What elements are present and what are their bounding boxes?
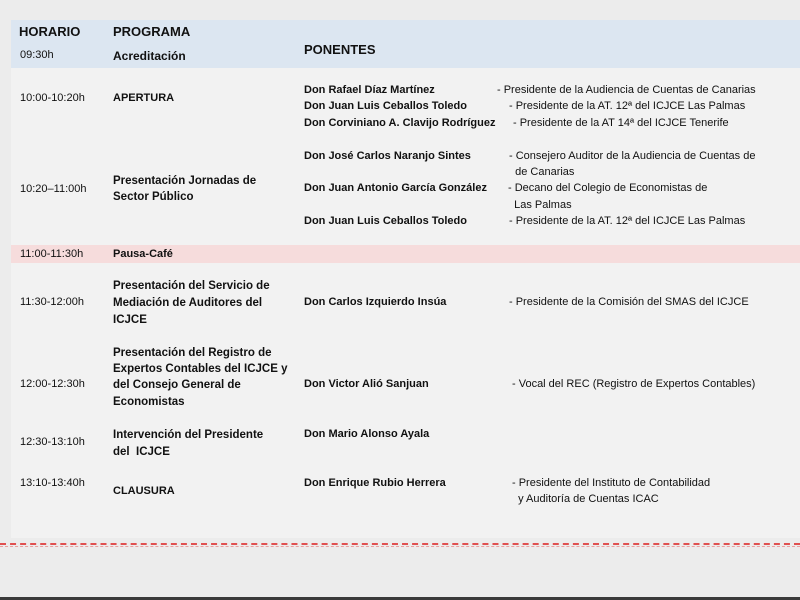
- speaker-role: y Auditoría de Cuentas ICAC: [512, 493, 659, 505]
- row-time: 10:00-10:20h: [20, 92, 85, 104]
- row-time: 12:30-13:10h: [20, 436, 85, 448]
- column-header-horario: HORARIO: [19, 24, 81, 39]
- speaker-role: - Presidente de la AT. 12ª del ICJCE Las Palmas: [509, 215, 746, 227]
- row-program: Mediación de Auditores del: [113, 297, 263, 309]
- speaker-role: - Presidente de la Audiencia de Cuentas de Canarias: [497, 84, 756, 96]
- speaker-role: - Decano del Colegio de Economistas de: [508, 182, 708, 194]
- row-program: CLAUSURA: [113, 485, 175, 497]
- speaker-name: Don Juan Luis Ceballos Toledo: [304, 215, 467, 227]
- row-program: Sector Público: [113, 191, 194, 203]
- row-program: Presentación del Registro de: [113, 347, 272, 359]
- row-time: 10:20–11:00h: [20, 183, 87, 195]
- speaker-role: - Presidente del Instituto de Contabilidad: [512, 477, 711, 489]
- speaker-role: - Presidente de la Comisión del SMAS del ICJCE: [509, 296, 749, 308]
- speaker-name: Don Mario Alonso Ayala: [304, 428, 430, 440]
- speaker-name: Don Carlos Izquierdo Insúa: [304, 296, 447, 308]
- row-program: del ICJCE: [113, 446, 170, 458]
- row-time: 11:00-11:30h: [20, 248, 84, 260]
- speaker-role: - Presidente de la AT. 12ª del ICJCE Las Palmas: [509, 100, 746, 112]
- speaker-role: - Vocal del REC (Registro de Expertos Contables): [512, 378, 756, 390]
- column-header-programa: PROGRAMA: [113, 24, 191, 39]
- row-time: 11:30-12:00h: [20, 296, 85, 308]
- speaker-name: Don Corviniano A. Clavijo Rodríguez: [304, 117, 496, 129]
- section-divider: [0, 543, 800, 545]
- row-program: Pausa-Café: [113, 248, 173, 260]
- row-program: Economistas: [113, 396, 185, 408]
- speaker-name: Don Enrique Rubio Herrera: [304, 477, 446, 489]
- row-time: 13:10-13:40h: [20, 477, 85, 489]
- speaker-name: Don Victor Alió Sanjuan: [304, 378, 429, 390]
- speaker-name: Don Juan Antonio García González: [304, 182, 487, 194]
- accreditation-time: 09:30h: [20, 49, 54, 61]
- row-program: Presentación del Servicio de: [113, 280, 270, 292]
- speaker-name: Don José Carlos Naranjo Sintes: [304, 150, 471, 162]
- speaker-role: - Consejero Auditor de la Audiencia de Cuentas de: [509, 150, 756, 162]
- row-program: Expertos Contables del ICJCE y: [113, 363, 288, 375]
- row-program: Presentación Jornadas de: [113, 175, 257, 187]
- section-divider-secondary: [0, 546, 800, 547]
- row-time: 12:00-12:30h: [20, 378, 85, 390]
- speaker-name: Don Rafael Díaz Martínez: [304, 84, 435, 96]
- row-program: ICJCE: [113, 314, 147, 326]
- row-program: APERTURA: [113, 92, 175, 104]
- row-program: del Consejo General de: [113, 379, 241, 391]
- speaker-role: Las Palmas: [508, 199, 572, 211]
- speaker-role: de Canarias: [509, 166, 575, 178]
- accreditation-label: Acreditación: [113, 49, 186, 63]
- column-header-ponentes: PONENTES: [304, 42, 376, 57]
- speaker-name: Don Juan Luis Ceballos Toledo: [304, 100, 467, 112]
- row-program: Intervención del Presidente: [113, 429, 264, 441]
- speaker-role: - Presidente de la AT 14ª del ICJCE Tenerife: [513, 117, 729, 129]
